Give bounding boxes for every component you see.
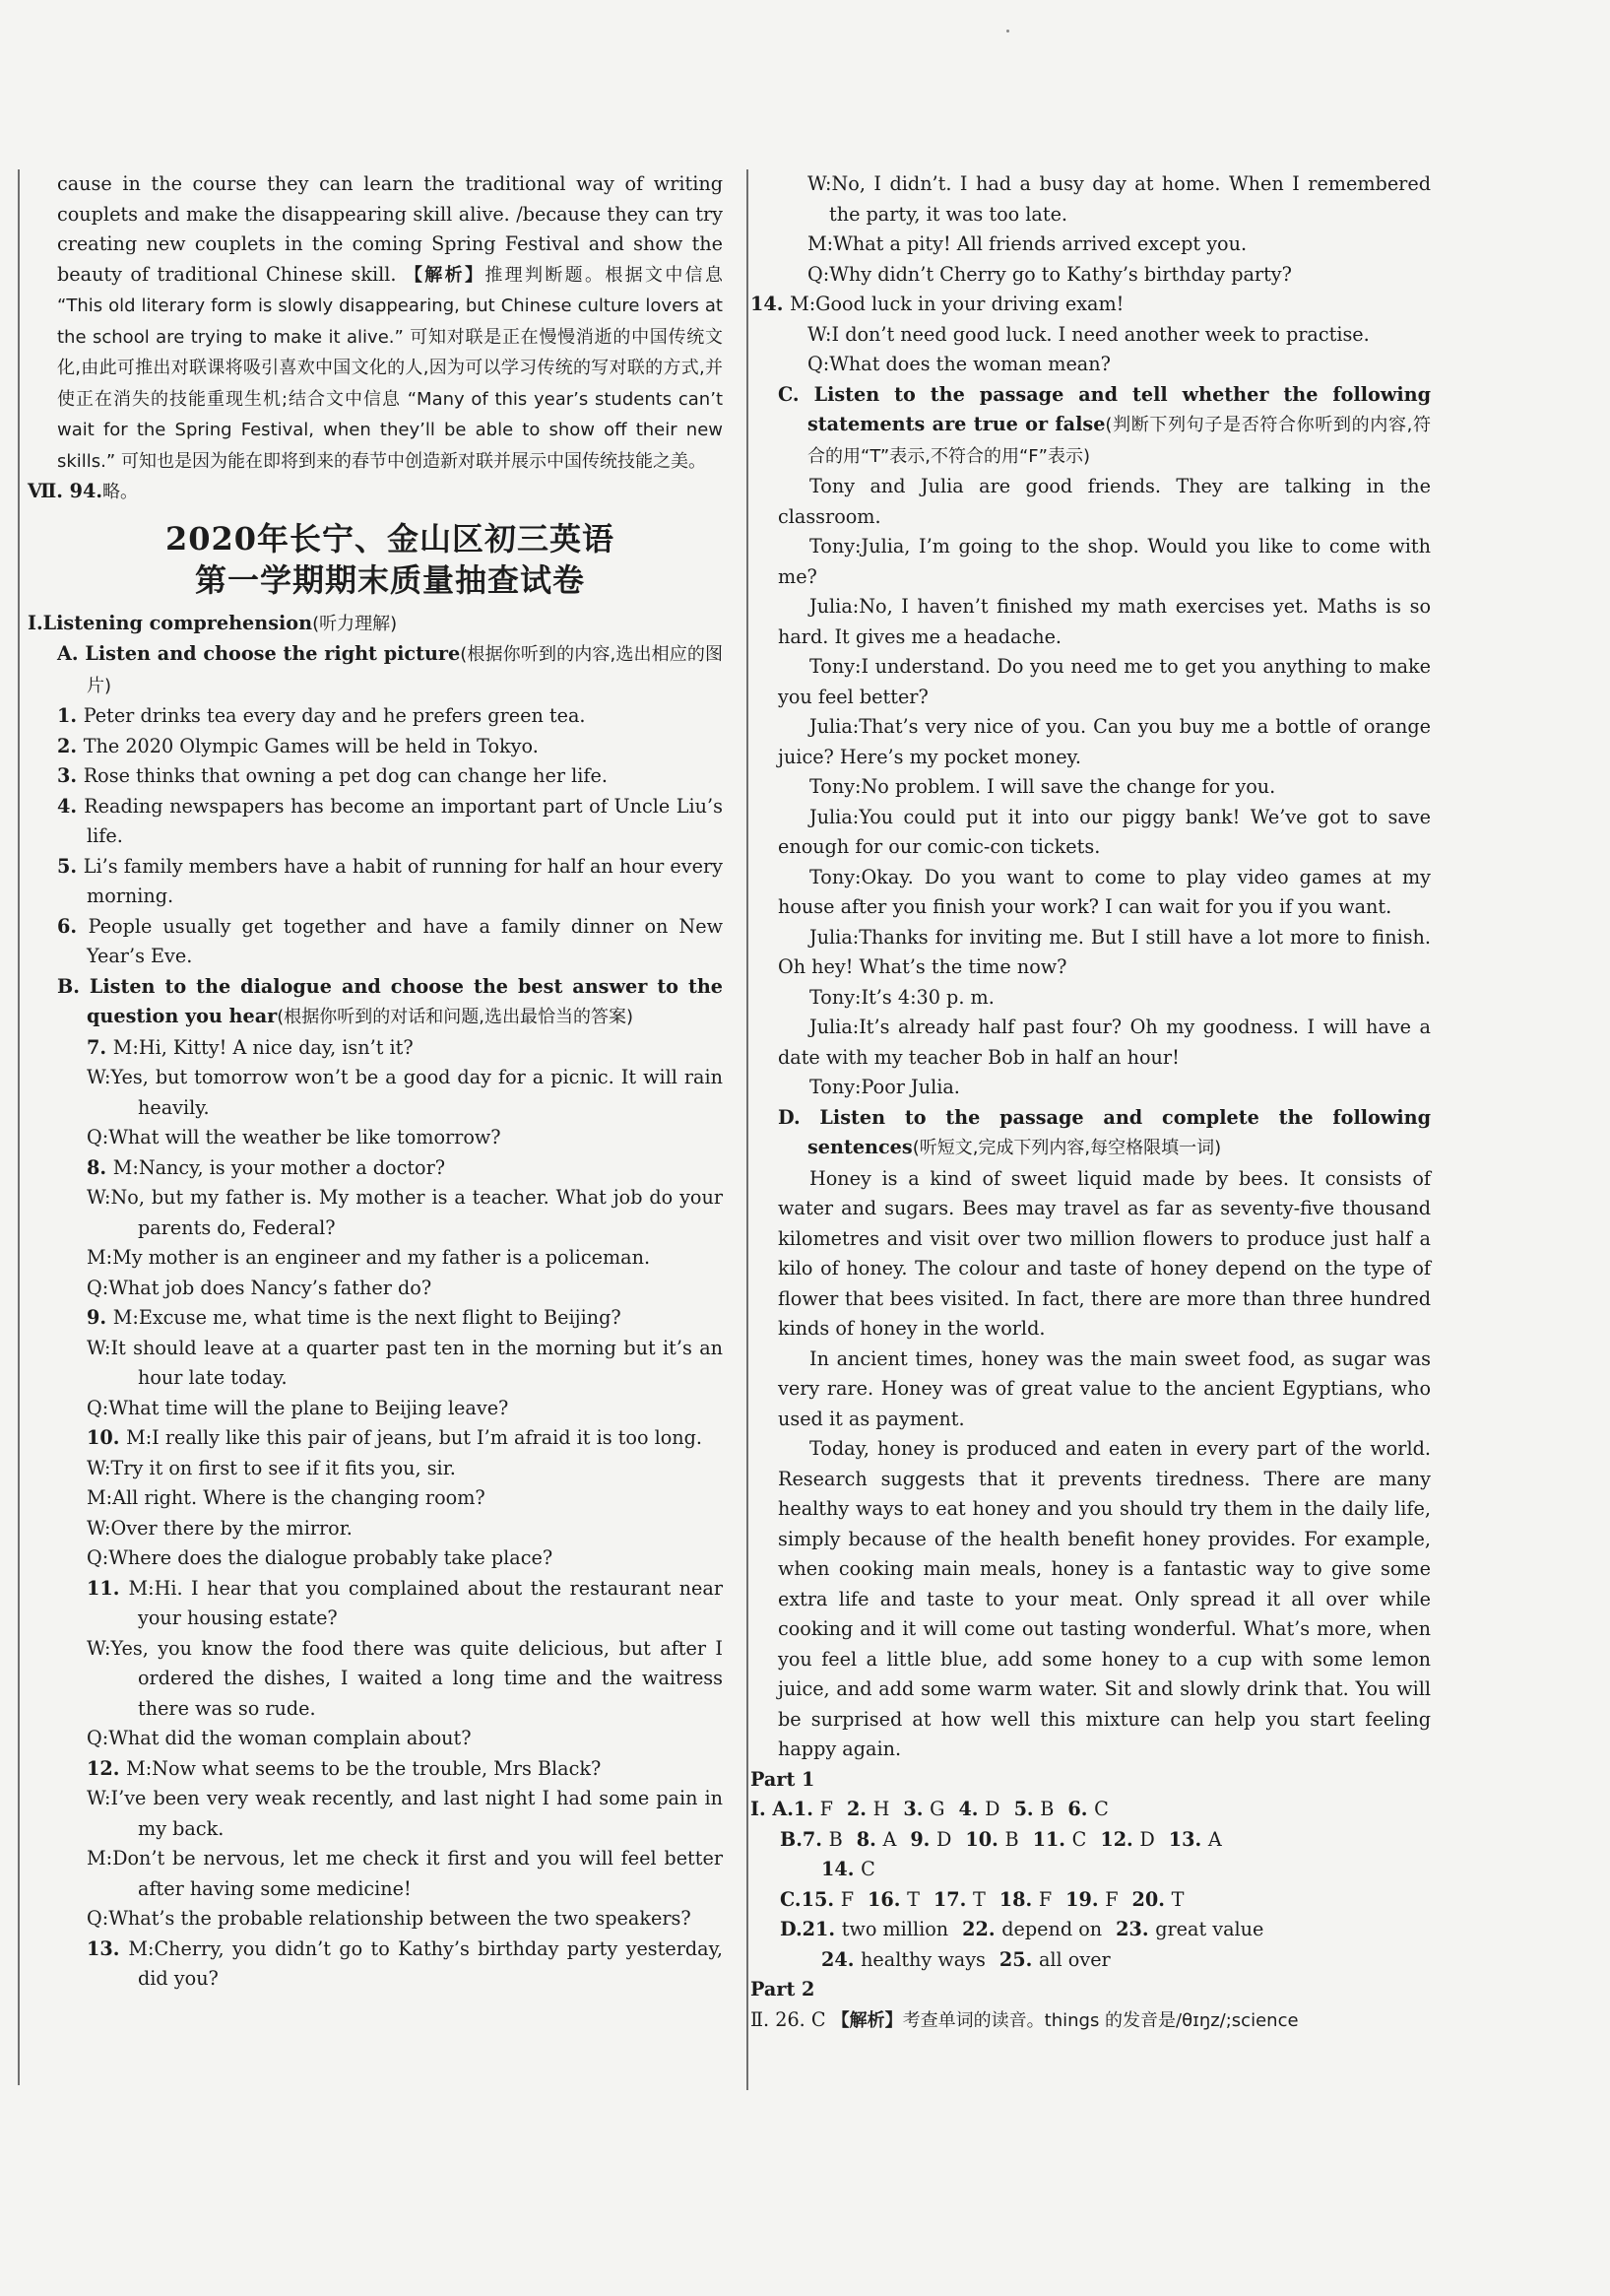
answers-b-wrap: [750, 1855, 1431, 1885]
answer-item: [1132, 1888, 1185, 1911]
section-d-heading: D. Listen to the passage and complete the following sentences(听短文,完成下列内容,每空格限填一词): [778, 1105, 1431, 1158]
answer-value: two million: [841, 1918, 949, 1940]
answer-item: [857, 1828, 897, 1851]
dialogue-line: [778, 169, 1431, 230]
dialogue-13-continued: [778, 169, 1431, 290]
answer-number: 19.: [1065, 1887, 1106, 1911]
answer-item: [1065, 1888, 1118, 1911]
answer-number: 3.: [903, 1798, 931, 1820]
dialogue-line-first: [57, 1574, 723, 1634]
dialogue-number: 13.: [87, 1936, 129, 1960]
answer-value: healthy ways: [861, 1947, 986, 1971]
passage-paragraph: In ancient times, honey was the main sweet food, as sugar was very rare. Honey was of great value to the ancient Egyptians, who used it as payment.: [778, 1346, 1431, 1430]
section-a-item: [57, 701, 723, 732]
answer-prefix: B.: [780, 1827, 803, 1851]
answer-item: [1033, 1828, 1087, 1851]
answer-value: B: [828, 1827, 843, 1851]
answer-number: 20.: [1131, 1887, 1172, 1911]
dialogue-line-first: [57, 1303, 723, 1334]
dialogue-text: W:Try it on first to see if it fits you, sir.: [87, 1456, 456, 1479]
answer-26: [750, 2005, 1431, 2037]
dialogue-line: [57, 1243, 723, 1274]
dialogue-text: Q:What did the woman complain about?: [87, 1727, 472, 1749]
dialogue-line-first: [57, 1754, 723, 1785]
dialogue-line: [57, 1063, 723, 1123]
passage-paragraph: Julia:It’s already half past four? Oh my goodness. I will have a date with my teacher Bob in half an hour!: [778, 1016, 1431, 1069]
dialogue-text: Q:What will the weather be like tomorrow?: [87, 1126, 501, 1148]
answer-prefix: Ⅰ. A.: [750, 1798, 794, 1820]
dialogue-line-first: [57, 1423, 723, 1454]
answer-item: [794, 1798, 833, 1820]
answer-item: [903, 1798, 944, 1820]
answer-value: C: [1071, 1827, 1087, 1851]
dialogue-text: W:Over there by the mirror.: [87, 1516, 353, 1540]
passage-paragraph: Julia:Thanks for inviting me. But I still have a lot more to finish. Oh hey! What’s the time now?: [778, 925, 1431, 978]
passage-paragraph: Tony:Okay. Do you want to come to play video games at my house after you finish your work? I can wait for you if you want.: [778, 865, 1431, 918]
exam-title: [57, 518, 723, 601]
answers-d-wrap: [750, 1945, 1431, 1976]
right-column-rule: [746, 169, 748, 2090]
exam-title-line-1: 2020年长宁、金山区初三英语: [164, 519, 615, 558]
item-text: Rose thinks that owning a pet dog can change her life.: [83, 764, 608, 787]
passage-paragraph: Julia:No, I haven’t finished my math exercises yet. Maths is so hard. It gives me a headache.: [778, 595, 1431, 648]
section-c-passage: [778, 472, 1431, 1103]
answer-value: all over: [1038, 1947, 1111, 1971]
item-number: 4.: [57, 794, 85, 818]
dialogue-line: [778, 350, 1431, 380]
part-1-label: Part 1: [750, 1767, 815, 1791]
passage-paragraph: Tony:Poor Julia.: [809, 1076, 960, 1098]
answer-number: 9.: [910, 1827, 937, 1851]
dialogue-text: M:My mother is an engineer and my father is a policeman.: [87, 1246, 651, 1269]
answer-number: 12.: [1100, 1827, 1140, 1851]
answer-value: T: [1171, 1887, 1185, 1911]
answer-value: C: [1094, 1798, 1109, 1820]
section-a-list: [57, 701, 723, 972]
dialogue-text: Q:Where does the dialogue probably take place?: [87, 1546, 553, 1569]
answer-item: [934, 1888, 986, 1911]
dialogue-text: W:I don’t need good luck. I need another week to practise.: [807, 322, 1370, 346]
answer-number: 5.: [1013, 1798, 1041, 1820]
answer-item: [1169, 1828, 1222, 1851]
answer-item: [803, 1918, 949, 1940]
dialogue-text: M:Excuse me, what time is the next flight to Beijing?: [112, 1306, 621, 1329]
answer-number: 1.: [793, 1798, 820, 1820]
dialogue-text: M:Nancy, is your mother a doctor?: [112, 1155, 446, 1179]
answer-item: [910, 1828, 951, 1851]
answer-value: B: [1004, 1827, 1019, 1851]
dialogue-text: Q:What time will the plane to Beijing leave?: [87, 1396, 509, 1419]
dialogue-line-first: [750, 290, 1431, 320]
answer-value: C: [861, 1858, 875, 1880]
dialogue-line: [57, 1394, 723, 1424]
answer-item: [847, 1798, 889, 1820]
dialogue-text: W:It should leave at a quarter past ten in the morning but it’s an hour late today.: [87, 1336, 723, 1389]
item-text: Peter drinks tea every day and he prefers green tea.: [83, 704, 586, 727]
section-1-heading: Ⅰ.Listening comprehension(听力理解): [28, 611, 398, 634]
analysis-tag: 【解析】: [404, 264, 485, 286]
part-2-label: Part 2: [750, 1978, 815, 2001]
item-text: Reading newspapers has become an important part of Uncle Liu’s life.: [84, 794, 723, 847]
dialogue-number: 10.: [87, 1426, 127, 1449]
answer-value: G: [930, 1798, 945, 1820]
answer-item: [1014, 1798, 1055, 1820]
passage-paragraph: Honey is a kind of sweet liquid made by bees. It consists of water and sugars. Bees may travel as far as seventy-five thousand kilometres and visit over two million flowers to produce just half a kilo of honey. The colour and taste of honey depend on the type of flower that bees visited. In fact, there are more than three hundred kinds of honey in the world.: [778, 1166, 1431, 1340]
dialogue-text: W:No, I didn’t. I had a busy day at home. When I remembered the party, it was too late.: [807, 172, 1431, 226]
dialogue-number: 7.: [87, 1035, 113, 1059]
answer-number: 13.: [1168, 1827, 1208, 1851]
dialogue-text: M:Good luck in your driving exam!: [790, 293, 1125, 315]
answer-number: 6.: [1067, 1798, 1095, 1820]
dialogue-line: [57, 1543, 723, 1574]
answer-item: [821, 1948, 986, 1971]
dialogue-text: W:No, but my father is. My mother is a teacher. What job do your parents do, Federal?: [87, 1186, 723, 1239]
item-94: [28, 477, 723, 508]
answer-value: great value: [1155, 1918, 1264, 1940]
dialogue-line: [778, 260, 1431, 291]
answer-number: 24.: [821, 1947, 862, 1971]
dialogue-text: M:Hi, Kitty! A nice day, isn’t it?: [112, 1035, 414, 1059]
section-a-item: [57, 912, 723, 972]
section-a-heading: A. Listen and choose the right picture(根据你听到的内容,选出相应的图片): [57, 642, 723, 696]
dialogue-line-first: [57, 1153, 723, 1184]
answer-value: F: [840, 1887, 855, 1911]
item-number: 5.: [57, 854, 84, 878]
answer-item: [999, 1948, 1111, 1971]
dialogue-line: [778, 320, 1431, 351]
answer-prefix: C.: [780, 1887, 802, 1911]
answer-value: T: [907, 1887, 920, 1911]
dialogue-number: 8.: [87, 1155, 113, 1179]
item-number: 1.: [57, 704, 84, 727]
answer-value: F: [819, 1798, 833, 1820]
explanation-english: cause in the course they can learn the traditional way of writing couplets and make the disappearing skill alive. /because they can try creating new couplets in the coming Spring Festival and show the beauty of traditional Chinese skill.: [57, 172, 723, 286]
answer-number: 23.: [1116, 1918, 1156, 1940]
answer-number: 11.: [1032, 1827, 1072, 1851]
passage-paragraph: Tony:Julia, I’m going to the shop. Would you like to come with me?: [778, 535, 1431, 588]
answer-value: D: [985, 1798, 1000, 1820]
dialogue-number: 11.: [87, 1576, 129, 1600]
answer-item: [1067, 1798, 1108, 1820]
answer-number: 4.: [958, 1798, 986, 1820]
answer-value: T: [972, 1887, 986, 1911]
dialogue-text: Q:What does the woman mean?: [807, 353, 1111, 375]
section-a-item: [57, 761, 723, 792]
dialogue-number: 12.: [87, 1756, 127, 1780]
right-column: [748, 169, 1431, 2036]
dialogue-number: 9.: [87, 1306, 113, 1329]
dialogue-line: [57, 1904, 723, 1935]
dialogue-text: Q:What’s the probable relationship between the two speakers?: [87, 1907, 691, 1930]
answer-number: 16.: [868, 1887, 908, 1911]
dialogue-line: [57, 1454, 723, 1484]
answer-number: 10.: [965, 1827, 1005, 1851]
section-a-item: [57, 792, 723, 852]
answer-value: F: [1038, 1887, 1053, 1911]
answer-value: A: [882, 1827, 897, 1851]
dialogue-text: M:All right. Where is the changing room?: [87, 1486, 485, 1509]
answer-item: [999, 1888, 1052, 1911]
answer-item: [868, 1888, 920, 1911]
passage-paragraph: Tony:I understand. Do you need me to get you anything to make you feel better?: [778, 655, 1431, 708]
answer-number: 7.: [802, 1827, 829, 1851]
answer-item: [958, 1798, 999, 1820]
item-94-text: 略。: [102, 482, 139, 502]
dialogue-line: [57, 1123, 723, 1153]
answer-key: [750, 1765, 1431, 2037]
answer-value: B: [1040, 1798, 1055, 1820]
passage-paragraph: Julia:You could put it into our piggy bank! We’ve got to save enough for our comic-con tickets.: [778, 805, 1431, 858]
dialogue-text: M:I really like this pair of jeans, but I’m afraid it is too long.: [126, 1426, 703, 1449]
answer-number: 21.: [802, 1918, 842, 1940]
passage-paragraph: Julia:That’s very nice of you. Can you buy me a bottle of orange juice? Here’s my pocket money.: [778, 715, 1431, 768]
dialogue-line: [57, 1183, 723, 1243]
answer-number: 25.: [998, 1947, 1039, 1971]
answer-item: [965, 1828, 1018, 1851]
dialogue-line: [57, 1844, 723, 1904]
item-94-number: Ⅶ. 94.: [28, 480, 103, 502]
answers-c: [750, 1885, 1431, 1916]
dialogue-line: [57, 1724, 723, 1754]
answer-value: D: [936, 1827, 952, 1851]
answer-value: D: [1139, 1827, 1155, 1851]
exam-title-line-2: 第一学期期末质量抽查试卷: [194, 560, 585, 599]
answer-item: [802, 1888, 854, 1911]
answer-26-text: 考查单词的读音。things 的发音是/θɪŋz/;science: [902, 2009, 1299, 2031]
dialogue-text: W:Yes, you know the food there was quite delicious, but after I ordered the dishes, I waited a long time and the waitress there was so rude.: [87, 1636, 723, 1720]
dialogue-line: [57, 1784, 723, 1844]
item-number: 3.: [57, 764, 84, 787]
dialogue-14: [750, 290, 1431, 380]
left-column: [18, 169, 722, 1995]
section-d-passage: [778, 1164, 1431, 1765]
answers-b: [750, 1825, 1431, 1856]
answer-item: [962, 1918, 1102, 1940]
dialogue-line: [57, 1514, 723, 1544]
dialogue-text: Q:What job does Nancy’s father do?: [87, 1276, 432, 1299]
dialogue-line: [57, 1634, 723, 1725]
dialogue-line: [778, 230, 1431, 260]
item-number: 2.: [57, 734, 84, 757]
passage-paragraph: Today, honey is produced and eaten in every part of the world. Research suggests that it prevents tiredness. There are many healthy ways to eat honey and you should try them in the daily life, simply because of the health benefit honey provides. For example, when cooking main meals, honey is a fantastic way to give some extra life and taste to your meat. Only spread it all over while cooking and it will come out tasting wonderful. What’s more, when you feel a little blue, add some honey to a cup with some lemon juice, and add some warm water. Sit and slowly drink that. You will be surprised at how well this mixture can help you start feeling happy again.: [778, 1437, 1431, 1760]
answer-number: 15.: [801, 1887, 841, 1911]
dialogue-line: [57, 1334, 723, 1394]
dialogue-text: M:Don’t be nervous, let me check it first and you will feel better after having some medicine!: [87, 1847, 723, 1900]
answer-value: A: [1207, 1827, 1222, 1851]
item-text: Li’s family members have a habit of running for half an hour every morning.: [83, 854, 723, 907]
answer-26-number: Ⅱ. 26. C: [750, 2007, 826, 2031]
answer-item: [803, 1828, 843, 1851]
section-b-heading: B. Listen to the dialogue and choose the best answer to the question you hear(根据你听到的对话和问题,选出最恰当的答案): [57, 974, 723, 1027]
answers-d: [750, 1915, 1431, 1945]
answer-number: 17.: [933, 1887, 973, 1911]
answer-number: 14.: [821, 1858, 862, 1880]
section-b-list: [57, 1033, 723, 1995]
passage-paragraph: Tony:No problem. I will save the change for you.: [809, 775, 1276, 798]
dialogue-line-first: [57, 1935, 723, 1995]
answer-number: 18.: [998, 1887, 1039, 1911]
dialogue-text: W:I’ve been very weak recently, and last night I had some pain in my back.: [87, 1787, 723, 1840]
dialogue-line: [57, 1483, 723, 1514]
passage-paragraph: Tony:It’s 4:30 p. m.: [809, 985, 995, 1009]
section-a-item: [57, 852, 723, 912]
item-number: 6.: [57, 914, 89, 938]
dialogue-text: M:Hi. I hear that you complained about the restaurant near your housing estate?: [128, 1576, 724, 1629]
item-text: People usually get together and have a family dinner on New Year’s Eve.: [87, 914, 723, 967]
dialogue-text: M:Cherry, you didn’t go to Kathy’s birthday party yesterday, did you?: [128, 1936, 723, 1990]
dialogue-text: M:What a pity! All friends arrived except you.: [807, 232, 1248, 255]
dialogue-number: 14.: [750, 293, 791, 315]
dialogue-text: W:Yes, but tomorrow won’t be a good day for a picnic. It will rain heavily.: [87, 1066, 723, 1119]
scan-speck: [1006, 30, 1009, 33]
left-column-rule: [18, 169, 20, 2085]
dialogue-text: Q:Why didn’t Cherry go to Kathy’s birthday party?: [807, 262, 1292, 286]
answer-item: [1116, 1918, 1263, 1940]
analysis-text: 推理判断题。根据文中信息 “This old literary form is slowly disappearing, but Chinese culture lovers at the school are trying to make it alive.” 可知对联是正在慢慢消逝的中国传统文化,由此可推出对联课将吸引喜欢中国文化的人,因为可以学习传统的写对联的方式,并使正在消失的技能重现生机;结合文中信息 “Many of this year’s students can’t wait for the Spring Festival, when they’ll be able to show off their new skills.” 可知也是因为能在即将到来的春节中创造新对联并展示中国传统技能之美。: [57, 264, 723, 472]
answer-26-tag: 【解析】: [831, 2009, 903, 2031]
answer-prefix: D.: [780, 1918, 803, 1940]
section-c-heading: C. Listen to the passage and tell whether the following statements are true or false(判断下列句子是否符合你听到的内容,符合的用“T”表示,不符合的用“F”表示): [778, 382, 1431, 467]
passage-paragraph: Tony and Julia are good friends. They are talking in the classroom.: [778, 475, 1431, 528]
section-a-item: [57, 732, 723, 762]
answer-number: 22.: [962, 1918, 1002, 1940]
item-text: The 2020 Olympic Games will be held in Tokyo.: [83, 734, 539, 757]
answer-value: depend on: [1001, 1918, 1103, 1940]
answer-value: F: [1105, 1887, 1119, 1911]
dialogue-text: M:Now what seems to be the trouble, Mrs Black?: [126, 1756, 602, 1780]
answer-item: [1100, 1828, 1154, 1851]
dialogue-line-first: [57, 1033, 723, 1064]
answer-explanation: [57, 169, 723, 477]
answer-item: [821, 1858, 875, 1880]
answer-number: 8.: [856, 1827, 883, 1851]
answer-value: H: [872, 1798, 890, 1820]
answers-a: [750, 1795, 1431, 1825]
dialogue-line: [57, 1274, 723, 1304]
answer-number: 2.: [846, 1798, 873, 1820]
